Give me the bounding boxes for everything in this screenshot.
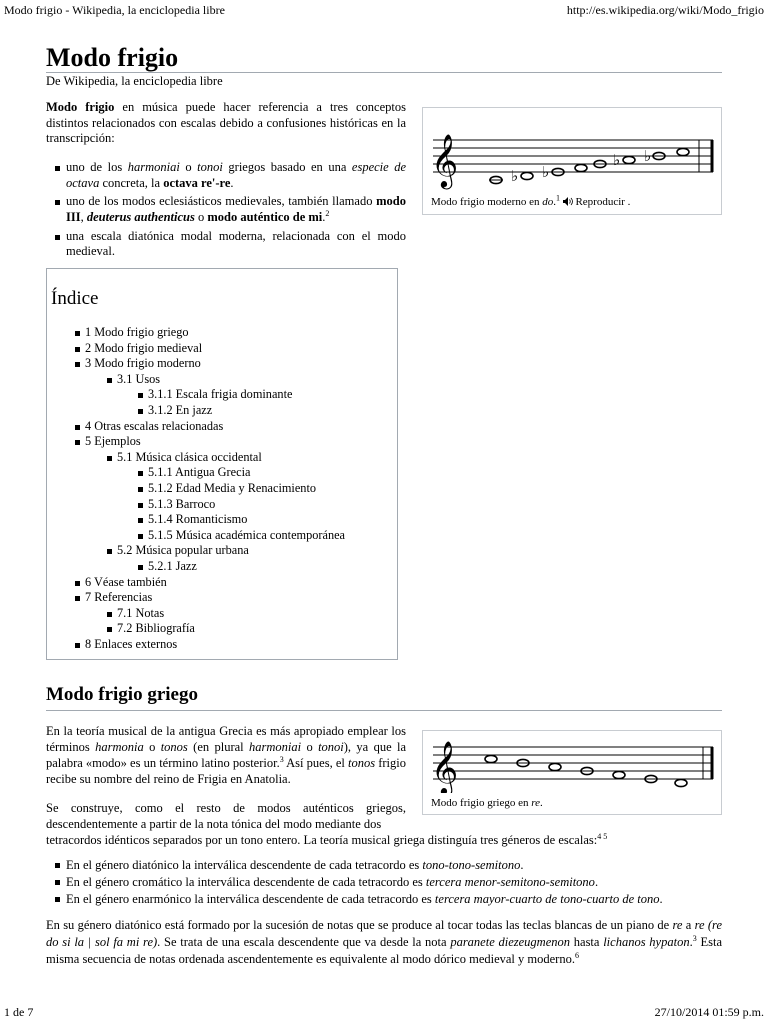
- page-url[interactable]: http://es.wikipedia.org/wiki/Modo_frigio: [566, 3, 764, 17]
- toc-item[interactable]: 5.1.3 Barroco: [55, 497, 345, 513]
- link-especie-de-octava[interactable]: especie de octava: [66, 160, 407, 190]
- paragraph: tetracordos idénticos separados por un tono entero. La teoría musical griega distinguía tres géneros de escalas:$^{4 5}$: [46, 831, 608, 847]
- table-of-contents: [46, 268, 398, 660]
- list-item: En el género cromático la interválica descendente de cada tetracordo es tercera menor-semitono-semitono.: [46, 874, 726, 891]
- speaker-icon[interactable]: [563, 197, 573, 206]
- toc-heading: Índice: [51, 288, 99, 309]
- footnote-ref[interactable]: 2: [325, 208, 330, 218]
- toc-item[interactable]: 3.1.2 En jazz: [55, 403, 345, 419]
- toc-item[interactable]: 5.1.5 Música académica contemporánea: [55, 528, 345, 544]
- browser-tab-title: Modo frigio - Wikipedia, la enciclopedia libre: [4, 3, 225, 17]
- music-score-image[interactable]: [423, 108, 721, 194]
- figure-caption: Modo frigio griego en re.: [431, 797, 543, 809]
- toc-item[interactable]: 6 Véase también: [55, 575, 345, 591]
- footnote-ref[interactable]: 6: [574, 950, 579, 960]
- footnote-ref[interactable]: 1: [555, 193, 560, 203]
- paragraph: En la teoría musical de la antigua Grecia es más apropiado emplear los términos harmonia o tonos (en plural harmoniai o tonoi), ya que la palabra «modo» es un término latino posterior.$^3$ Así pues, el tonos frigio recibe su nombre del reino de Frigia en Anatolia.: [46, 724, 406, 786]
- toc-item[interactable]: 5.2 Música popular urbana: [55, 543, 345, 559]
- paragraph: Se construye, como el resto de modos auténticos griegos, descendentemente a partir de la nota tónica del modo mediante dos: [46, 801, 406, 831]
- toc-item[interactable]: 3.1.1 Escala frigia dominante: [55, 387, 345, 403]
- music-score-image[interactable]: [423, 731, 721, 793]
- toc-item[interactable]: 1 Modo frigio griego: [55, 325, 345, 341]
- list-item: uno de los modos eclesiásticos medievales, también llamado modo III, deuterus authenticus o modo auténtico de mi.$^2$: [46, 194, 406, 225]
- genres-list: [46, 857, 726, 908]
- svg-text:♭: ♭: [511, 167, 519, 185]
- toc-item[interactable]: 3 Modo frigio moderno: [55, 356, 345, 372]
- figure-caption: Modo frigio moderno en do.$^1$ Reproducir .: [431, 193, 631, 208]
- play-link[interactable]: Reproducir .: [572, 196, 631, 208]
- link-harmoniai[interactable]: harmoniai: [127, 160, 180, 174]
- toc-item[interactable]: 2 Modo frigio medieval: [55, 341, 345, 357]
- page-title: Modo frigio: [46, 43, 179, 72]
- section-heading: Modo frigio griego: [46, 684, 198, 705]
- page-counter: 1 de 7: [4, 1005, 34, 1019]
- section-divider: [46, 710, 722, 711]
- toc-list: [55, 325, 345, 652]
- svg-text:𝄞: 𝄞: [431, 740, 459, 793]
- svg-text:♭: ♭: [644, 147, 652, 165]
- toc-item[interactable]: 7.2 Bibliografía: [55, 621, 345, 637]
- list-item: En el género enarmónico la interválica descendente de cada tetracordo es tercera mayor-cuarto de tono-cuarto de tono.: [46, 891, 726, 908]
- toc-item[interactable]: 5.1.4 Romanticismo: [55, 512, 345, 528]
- link-tonoi[interactable]: tonoi: [197, 160, 223, 174]
- paragraph: En su género diatónico está formado por la sucesión de notas que se produce al tocar todas las teclas blancas de un piano de re a re (re do si la | sol fa mi re). Se trata de una escala descendente que va desde la nota paranete diezeugmenon hasta lichanos hypaton.$^3$ Esta misma secuencia de notas ordenada ascendentemente es equivalente al modo dórico medieval y moderno.$^6$: [46, 918, 722, 966]
- svg-text:♭: ♭: [613, 151, 621, 169]
- toc-item[interactable]: 8 Enlaces externos: [55, 637, 345, 653]
- meanings-list: [46, 160, 406, 263]
- title-divider: [46, 72, 722, 73]
- list-item: uno de los harmoniai o tonoi griegos basado en una especie de octava concreta, la octava re'-re.: [46, 160, 406, 191]
- toc-item[interactable]: 5.1.2 Edad Media y Renacimiento: [55, 481, 345, 497]
- footnote-ref[interactable]: 4 5: [597, 831, 608, 841]
- toc-item[interactable]: 5.2.1 Jazz: [55, 559, 345, 575]
- figure-greek-phrygian: [422, 730, 722, 815]
- toc-item[interactable]: 5 Ejemplos: [55, 434, 345, 450]
- toc-item[interactable]: 7.1 Notas: [55, 606, 345, 622]
- toc-item[interactable]: 4 Otras escalas relacionadas: [55, 419, 345, 435]
- page-subtitle: De Wikipedia, la enciclopedia libre: [46, 74, 223, 88]
- print-datetime: 27/10/2014 01:59 p.m.: [654, 1005, 764, 1019]
- svg-text:𝄞: 𝄞: [431, 133, 459, 187]
- intro-text: en música puede hacer referencia a tres conceptos distintos relacionados con escalas debido a confusiones históricas en la transcripción:: [46, 100, 406, 146]
- toc-item[interactable]: 5.1.1 Antigua Grecia: [55, 465, 345, 481]
- footnote-ref[interactable]: 3: [692, 933, 697, 943]
- figure-modern-phrygian: [422, 107, 722, 215]
- toc-item[interactable]: 7 Referencias: [55, 590, 345, 606]
- svg-text:♭: ♭: [542, 163, 550, 181]
- footnote-ref[interactable]: 3: [279, 754, 284, 764]
- toc-item[interactable]: 3.1 Usos: [55, 372, 345, 388]
- list-item: una escala diatónica modal moderna, relacionada con el modo medieval.: [46, 229, 406, 260]
- intro-term: Modo frigio: [46, 100, 115, 114]
- intro-paragraph: [46, 100, 406, 147]
- toc-item[interactable]: 5.1 Música clásica occidental: [55, 450, 345, 466]
- list-item: En el género diatónico la interválica descendente de cada tetracordo es tono-tono-semitono.: [46, 857, 726, 874]
